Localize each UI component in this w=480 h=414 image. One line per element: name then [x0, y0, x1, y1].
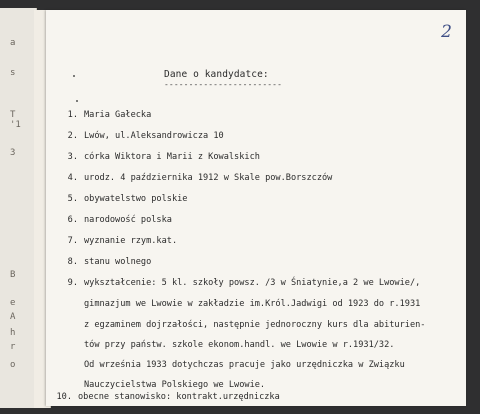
item-number: 6.	[67, 215, 78, 225]
heading	[164, 69, 282, 89]
item-number: 3.	[67, 152, 78, 162]
back-sheet	[0, 8, 37, 408]
item-number: 1.	[67, 110, 78, 120]
item-text: córka Wiktora i Marii z Kowalskich	[84, 152, 260, 162]
edge-fragment: s	[10, 68, 16, 78]
item-number: 5.	[67, 194, 78, 204]
list-item	[50, 392, 450, 402]
item-text: obywatelstwo polskie	[84, 194, 188, 204]
item-continuation: tów przy państw. szkole ekonom.handl. we Lwowie w r.1931/32.	[84, 340, 395, 350]
edge-fragment: A	[10, 312, 16, 322]
list-item	[56, 152, 456, 162]
edge-fragment: h	[10, 328, 16, 338]
edge-fragment: 3	[10, 148, 16, 158]
item-number: 2.	[67, 131, 78, 141]
item-continuation: gimnazjum we Lwowie w zakładzie im.Król.Jadwigi od 1923 do r.1931	[84, 299, 421, 309]
item-text: Maria Gałecka	[84, 110, 152, 120]
list-item	[56, 278, 456, 288]
item-continuation: Od września 1933 dotychczas pracuje jako urzędniczka w Związku	[84, 360, 405, 370]
item-continuation: Nauczycielstwa Polskiego we Lwowie.	[84, 380, 266, 390]
edge-fragment: T	[10, 110, 16, 120]
stray-mark	[73, 75, 75, 77]
list-item	[56, 257, 456, 267]
stray-mark	[76, 100, 78, 102]
item-text: stanu wolnego	[84, 257, 152, 267]
heading-underline: ------------------------	[164, 80, 282, 89]
document-page	[46, 10, 466, 406]
list-item	[56, 194, 456, 204]
edge-fragment: o	[10, 360, 16, 370]
item-text: narodowość polska	[84, 215, 172, 225]
item-continuation: z egzaminem dojrzałości, następnie jednoroczny kurs dla abiturien-	[84, 320, 426, 330]
list-item	[56, 215, 456, 225]
list-item	[56, 236, 456, 246]
list-item	[56, 131, 456, 141]
item-number: 7.	[67, 236, 78, 246]
edge-fragment: a	[10, 38, 16, 48]
edge-fragment: B	[10, 270, 16, 280]
edge-fragment: r	[10, 342, 16, 352]
item-number: 4.	[67, 173, 78, 183]
item-number: 8.	[67, 257, 78, 267]
item-text: Lwów, ul.Aleksandrowicza 10	[84, 131, 224, 141]
page-number: 2	[441, 22, 452, 42]
item-text: urodz. 4 października 1912 w Skale pow.Borszczów	[84, 173, 333, 183]
item-number: 9.	[67, 278, 78, 288]
item-number: 10.	[56, 392, 72, 402]
item-text: obecne stanowisko: kontrakt.urzędniczka	[78, 392, 280, 402]
item-text: wykształcenie: 5 kl. szkoły powsz. /3 w Śniatynie,a 2 we Lwowie/,	[84, 278, 421, 288]
list-item	[56, 173, 456, 183]
edge-fragment: '1	[10, 120, 21, 130]
edge-fragment: e	[10, 298, 16, 308]
heading-title: Dane o kandydatce:	[164, 69, 269, 80]
list-item	[56, 110, 456, 120]
item-text: wyznanie rzym.kat.	[84, 236, 178, 246]
